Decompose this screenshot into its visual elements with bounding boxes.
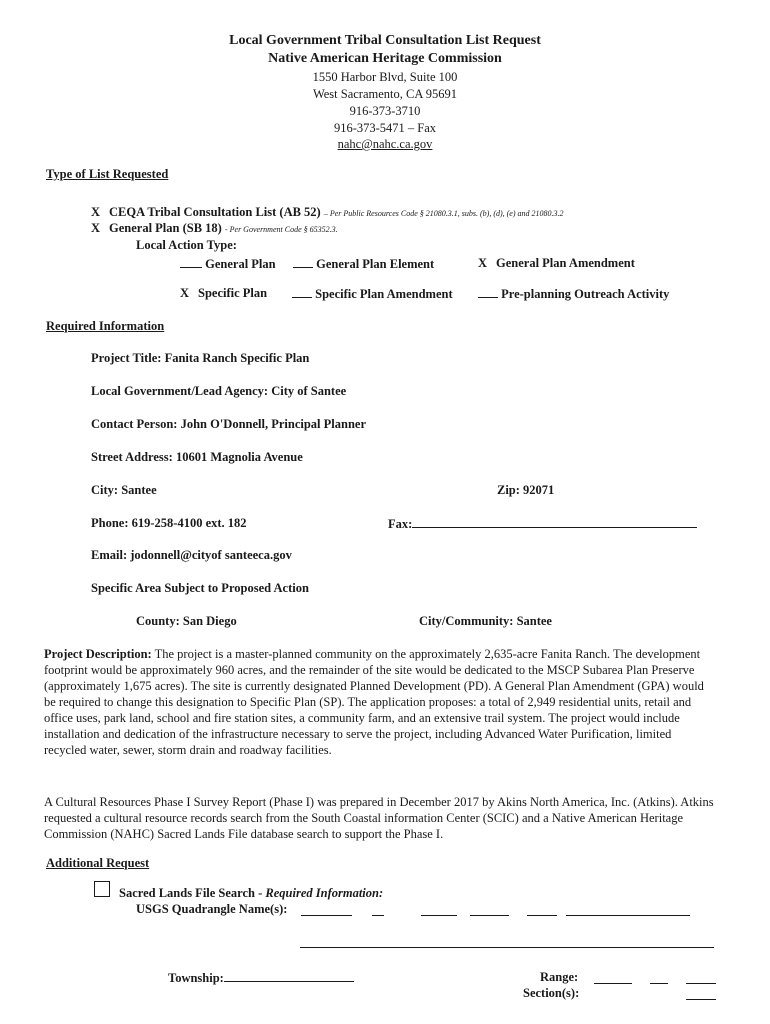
phone-number: 916-373-3710	[349, 104, 421, 118]
zip-field: Zip: 92071	[497, 483, 555, 497]
range-blank-3[interactable]	[686, 983, 716, 984]
slf-label-text: Sacred Lands File Search -	[119, 886, 266, 900]
address-line-2: West Sacramento, CA 95691	[312, 87, 458, 101]
general-plan-element-blank	[293, 256, 313, 268]
project-description	[44, 646, 716, 758]
section-heading-required: Required Information	[46, 319, 165, 333]
general-plan-blank	[180, 256, 202, 268]
option-sp-label: Specific Plan	[198, 286, 268, 300]
sacred-lands-label	[119, 886, 383, 901]
range-blank-1[interactable]	[594, 983, 632, 984]
general-plan-option[interactable]	[91, 221, 338, 236]
range-blank-2[interactable]	[650, 983, 668, 984]
fax-label: Fax:	[388, 517, 413, 531]
option-general-plan-amendment[interactable]	[478, 256, 635, 271]
specific-area-heading: Specific Area Subject to Proposed Action	[91, 581, 309, 595]
usgs-blank-5[interactable]	[527, 915, 557, 916]
option-specific-plan-amendment[interactable]	[292, 286, 453, 302]
option-general-plan-element-label: General Plan Element	[316, 257, 435, 271]
section-blank[interactable]	[686, 999, 716, 1000]
usgs-blank-6[interactable]	[566, 915, 690, 916]
township-label: Township:	[168, 971, 224, 985]
ceqa-check-mark: X	[91, 205, 101, 219]
form-title: Local Government Tribal Consultation List Request	[229, 33, 541, 48]
local-action-type-label: Local Action Type:	[136, 238, 237, 252]
township-blank[interactable]	[224, 970, 354, 982]
ceqa-label: CEQA Tribal Consultation List (AB 52)	[109, 205, 321, 219]
option-general-plan[interactable]	[180, 256, 276, 272]
email-field: Email: jodonnell@cityof santeeca.gov	[91, 548, 292, 562]
option-gpa-label: General Plan Amendment	[496, 256, 635, 270]
option-spa-label: Specific Plan Amendment	[315, 287, 453, 301]
fax-field[interactable]	[388, 516, 697, 532]
project-description-label: Project Description:	[44, 647, 152, 661]
option-general-plan-element[interactable]	[293, 256, 434, 272]
usgs-second-line[interactable]	[300, 947, 714, 948]
option-preplanning[interactable]	[478, 286, 669, 302]
city-field: City: Santee	[91, 483, 157, 497]
email-link[interactable]: nahc@nahc.ca.gov	[337, 137, 433, 151]
sacred-lands-checkbox[interactable]	[94, 881, 110, 897]
contact-person-field: Contact Person: John O'Donnell, Principal Planner	[91, 417, 366, 431]
lead-agency-field: Local Government/Lead Agency: City of Santee	[91, 384, 347, 398]
project-title-field: Project Title: Fanita Ranch Specific Plan	[91, 351, 310, 365]
usgs-blank-1[interactable]	[301, 915, 352, 916]
gpa-check-mark: X	[478, 256, 488, 270]
sp-check-mark: X	[180, 286, 190, 300]
usgs-quadrangle-label: USGS Quadrangle Name(s):	[136, 902, 288, 916]
general-plan-check-mark: X	[91, 221, 101, 235]
usgs-blank-4[interactable]	[470, 915, 509, 916]
option-preplanning-label: Pre-planning Outreach Activity	[501, 287, 670, 301]
city-community-field: City/Community: Santee	[419, 614, 552, 628]
slf-required-text: Required Information:	[265, 886, 384, 900]
organization-name: Native American Heritage Commission	[268, 51, 502, 66]
project-description-text: The project is a master-planned community on the approximately 2,635-acre Fanita Ranch. The development footprint would be approximately 960 acres, and the remainder of the site would be dedicated to the MSCP Subarea Plan Preserve (approximately 1,675 acres). The site is currently designated Planned Development (PD). A General Plan Amendment (GPA) would be required to change this designation to Specific Plan (SP). The application proposes: a total of 2,949 residential units, retail and office uses, park land, school and fire station sites, a community farm, and an extensive trail system. The project would include installation and dedication of the infrastructure necessary to serve the project, including Advanced Water Purification, limited recycled water, sewer, storm drain and roadway facilities.	[44, 647, 704, 757]
spa-blank	[292, 286, 312, 298]
address-line-1: 1550 Harbor Blvd, Suite 100	[312, 70, 458, 84]
fax-blank-line[interactable]	[412, 516, 697, 528]
ceqa-citation: – Per Public Resources Code § 21080.3.1, subs. (b), (d), (e) and 21080.3.2	[323, 209, 564, 218]
range-label: Range:	[540, 970, 579, 984]
general-plan-label: General Plan (SB 18)	[109, 221, 222, 235]
section-heading-list-type: Type of List Requested	[46, 167, 169, 181]
general-plan-citation: - Per Government Code § 65352.3.	[224, 225, 338, 234]
section-label: Section(s):	[523, 986, 580, 1000]
option-general-plan-label: General Plan	[205, 257, 276, 271]
section-heading-additional: Additional Request	[46, 856, 150, 870]
option-specific-plan[interactable]	[180, 286, 267, 301]
usgs-blank-3[interactable]	[421, 915, 457, 916]
county-field: County: San Diego	[136, 614, 237, 628]
township-field[interactable]	[168, 970, 354, 986]
street-address-field: Street Address: 10601 Magnolia Avenue	[91, 450, 303, 464]
usgs-blank-2[interactable]	[372, 915, 384, 916]
fax-number: 916-373-5471 – Fax	[333, 121, 437, 135]
ceqa-option[interactable]	[91, 205, 564, 220]
preplanning-blank	[478, 286, 498, 298]
phone-field: Phone: 619-258-4100 ext. 182	[91, 516, 247, 530]
cultural-resources-paragraph: A Cultural Resources Phase I Survey Report (Phase I) was prepared in December 2017 by Akins North America, Inc. (Atkins). Atkins requested a cultural resource records search from the South Coastal information Center (SCIC) and a Native American Heritage Commission (NAHC) Sacred Lands File database search to support the Phase I.	[44, 795, 714, 841]
